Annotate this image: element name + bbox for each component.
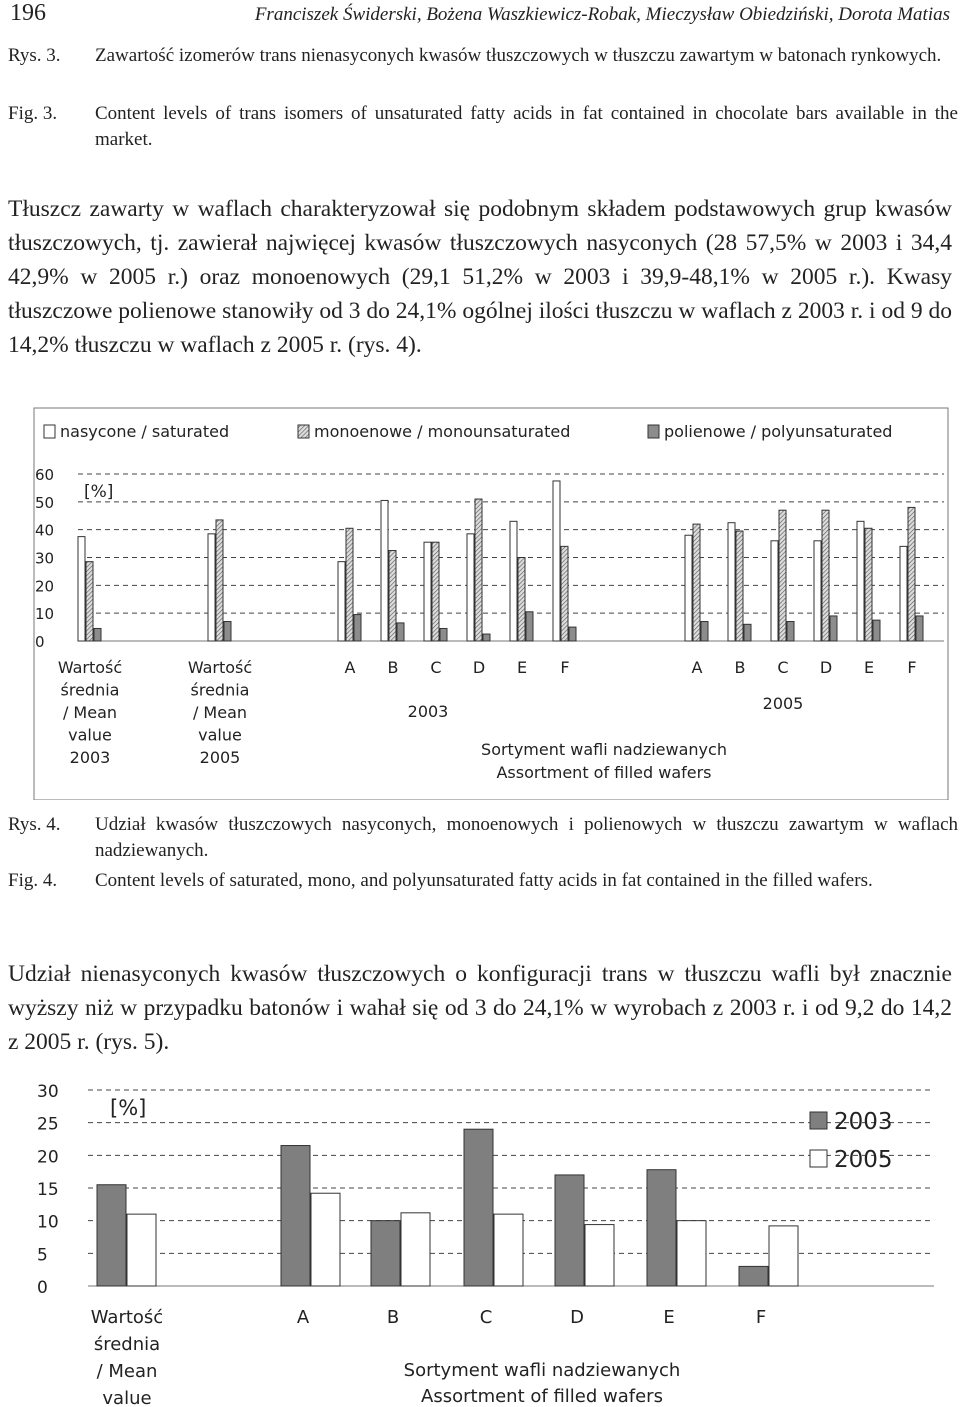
bar: [685, 535, 692, 641]
x-axis-title: Assortment of filled wafers: [496, 763, 712, 782]
x-category-label: value: [68, 725, 112, 745]
legend-swatch-2: [648, 425, 659, 438]
bar: [908, 507, 915, 641]
bar: [494, 1214, 523, 1286]
bar: [371, 1221, 400, 1286]
x-category-label: A: [691, 658, 703, 677]
x-category-label: C: [479, 1307, 493, 1328]
bar: [216, 520, 223, 641]
bar: [569, 627, 576, 641]
fig4-caption-en: [8, 868, 958, 920]
bar: [787, 622, 794, 641]
bar: [744, 624, 751, 641]
running-header-authors: Franciszek Świderski, Bożena Waszkiewicz-Robak, Mieczysław Obiedziński, Dorota Matias: [254, 4, 950, 25]
x-category-label: D: [570, 1307, 584, 1328]
x-category-label: E: [663, 1307, 675, 1328]
x-category-label: C: [777, 658, 789, 677]
x-category-label: E: [516, 658, 528, 677]
fig3-text-en: Content levels of trans isomers of unsaturated fatty acids in fat contained in chocolate bars available in the market.: [95, 103, 958, 150]
bar: [397, 623, 404, 641]
bar: [916, 616, 923, 641]
legend-label: monoenowe / monounsaturated: [314, 422, 571, 441]
bar: [771, 541, 778, 641]
page-number: 196: [10, 0, 46, 26]
bar: [483, 634, 490, 641]
x-category-label: / Mean: [192, 703, 248, 722]
bar: [518, 558, 525, 642]
y-tick-label: 0: [35, 633, 45, 651]
y-tick-label: 20: [35, 577, 55, 596]
y-tick-label: 0: [37, 1278, 48, 1298]
x-category-label: A: [296, 1307, 310, 1328]
bar: [900, 546, 907, 641]
y-tick-label: 40: [35, 521, 55, 540]
x-category-label: F: [560, 658, 570, 677]
bar: [736, 531, 743, 641]
legend-label: nasycone / saturated: [60, 422, 230, 441]
bar: [346, 528, 353, 641]
x-category-label: Wartość: [187, 658, 253, 677]
fig3-text-pl: Zawartość izomerów trans nienasyconych kwasów tłuszczowych w tłuszczu zawartym w batonach rynkowych.: [95, 45, 942, 66]
bar: [127, 1214, 156, 1286]
x-category-label: E: [863, 658, 875, 677]
bar: [464, 1129, 493, 1286]
fig4-label-en: Fig. 4.: [8, 870, 58, 891]
bar: [865, 528, 872, 641]
bar: [401, 1213, 430, 1286]
x-axis-title: Sortyment wafli nadziewanych: [481, 740, 727, 759]
legend-swatch-1: [298, 425, 309, 438]
bar: [822, 510, 829, 641]
x-category-label: A: [344, 658, 356, 677]
bar: [432, 542, 439, 641]
x-category-label: Wartość: [57, 658, 123, 677]
bar: [208, 534, 215, 641]
x-category-label: 2005: [199, 748, 241, 767]
bar: [553, 481, 560, 641]
bar: [86, 562, 93, 641]
y-tick-label: 30: [35, 549, 55, 568]
bar: [585, 1225, 614, 1286]
bar: [224, 622, 231, 641]
y-tick-label: 10: [35, 605, 55, 624]
legend-label: 2003: [834, 1109, 893, 1135]
fig3-label-pl: Rys. 3.: [8, 45, 61, 66]
bar: [873, 620, 880, 641]
x-category-label: Wartość: [90, 1307, 164, 1328]
bar: [338, 562, 345, 641]
x-category-label: value: [198, 725, 242, 745]
bar: [555, 1175, 584, 1286]
bar: [779, 510, 786, 641]
fig3-label-en: Fig. 3.: [8, 103, 58, 124]
x-category-label: F: [907, 658, 917, 677]
x-category-label: B: [386, 1307, 400, 1328]
bar: [440, 628, 447, 641]
fig5-chart: [0, 1070, 960, 1407]
x-category-label: value: [102, 1388, 152, 1407]
bar: [97, 1185, 126, 1286]
bar: [389, 551, 396, 641]
unit-label: [%]: [84, 482, 114, 502]
y-tick-label: 10: [37, 1212, 59, 1233]
bar: [561, 546, 568, 641]
x-category-label: F: [755, 1307, 767, 1328]
bar: [677, 1221, 706, 1286]
y-tick-label: 20: [37, 1147, 59, 1168]
legend-label: 2005: [834, 1147, 893, 1173]
y-tick-label: 50: [35, 493, 55, 512]
bar: [739, 1266, 768, 1286]
y-tick-label: 60: [35, 466, 55, 484]
bar: [424, 542, 431, 641]
bar: [647, 1170, 676, 1286]
year-label: 2005: [762, 694, 804, 713]
legend-swatch-0: [810, 1112, 827, 1129]
fig4-text-en: Content levels of saturated, mono, and polyunsaturated fatty acids in fat contained in the filled wafers.: [95, 870, 873, 891]
bar: [94, 628, 101, 641]
bar: [475, 499, 482, 641]
y-tick-label: 30: [37, 1082, 59, 1102]
x-category-label: 2003: [69, 748, 111, 767]
x-category-label: / Mean: [96, 1361, 158, 1382]
bar: [467, 534, 474, 641]
bar: [354, 615, 361, 641]
year-label: 2003: [407, 702, 449, 721]
bar: [830, 616, 837, 641]
bar: [814, 541, 821, 641]
x-category-label: / Mean: [62, 703, 118, 722]
bar: [769, 1226, 798, 1286]
bar: [281, 1146, 310, 1286]
paragraph-wafer-composition: Tłuszcz zawarty w waflach charakteryzował się podobnym składem podstawowych grup kwasów tłuszczowych, tj. zawierał najwięcej kwasów tłuszczowych nasyconych (28 57,5% w 2003 i 34,4 42,9% w 2005 r.) oraz monoenowych (29,1 51,2% w 2003 i 39,9-48,1% w 2005 r.). Kwasy tłuszczowe polienowe stanowiły od 3 do 24,1% ogólnej ilości tłuszczu w waflach z 2003 r. i od 9 do 14,2% tłuszczu w waflach z 2005 r. (rys. 4).: [8, 196, 952, 358]
unit-label: [%]: [110, 1096, 147, 1120]
bar: [693, 524, 700, 641]
legend-swatch-1: [810, 1150, 827, 1167]
fig4-caption-pl: [8, 812, 958, 864]
x-category-label: C: [430, 658, 442, 677]
bar: [78, 537, 85, 641]
y-tick-label: 5: [37, 1245, 48, 1266]
legend-label: polienowe / polyunsaturated: [664, 422, 893, 441]
bar: [510, 521, 517, 641]
x-category-label: średnia: [60, 680, 120, 700]
bar: [701, 622, 708, 641]
x-category-label: B: [734, 658, 746, 677]
legend-swatch-0: [44, 425, 55, 438]
x-axis-title: Assortment of filled wafers: [421, 1386, 663, 1407]
x-axis-title: Sortyment wafli nadziewanych: [403, 1360, 681, 1381]
x-category-label: średnia: [93, 1334, 161, 1355]
fig4-label-pl: Rys. 4.: [8, 814, 61, 835]
fig4-text-pl: Udział kwasów tłuszczowych nasyconych, monoenowych i polienowych w tłuszczu zawartym w waflach nadziewanych.: [95, 814, 958, 861]
bar: [381, 500, 388, 641]
y-tick-label: 15: [37, 1180, 59, 1200]
x-category-label: D: [472, 658, 486, 677]
bar: [311, 1193, 340, 1286]
x-category-label: średnia: [190, 680, 250, 700]
bar: [728, 523, 735, 641]
x-category-label: B: [387, 658, 399, 677]
bar: [857, 521, 864, 641]
x-category-label: D: [819, 658, 833, 677]
paragraph-trans-isomers: Udział nienasyconych kwasów tłuszczowych o konfiguracji trans w tłuszczu wafli był znacznie wyższy niż w przypadku batonów i wahał się od 3 do 24,1% w wyrobach z 2003 r. i od 9,2 do 14,2 z 2005 r. (rys. 5).: [8, 961, 952, 1055]
y-tick-label: 25: [37, 1114, 59, 1135]
bar: [526, 612, 533, 641]
